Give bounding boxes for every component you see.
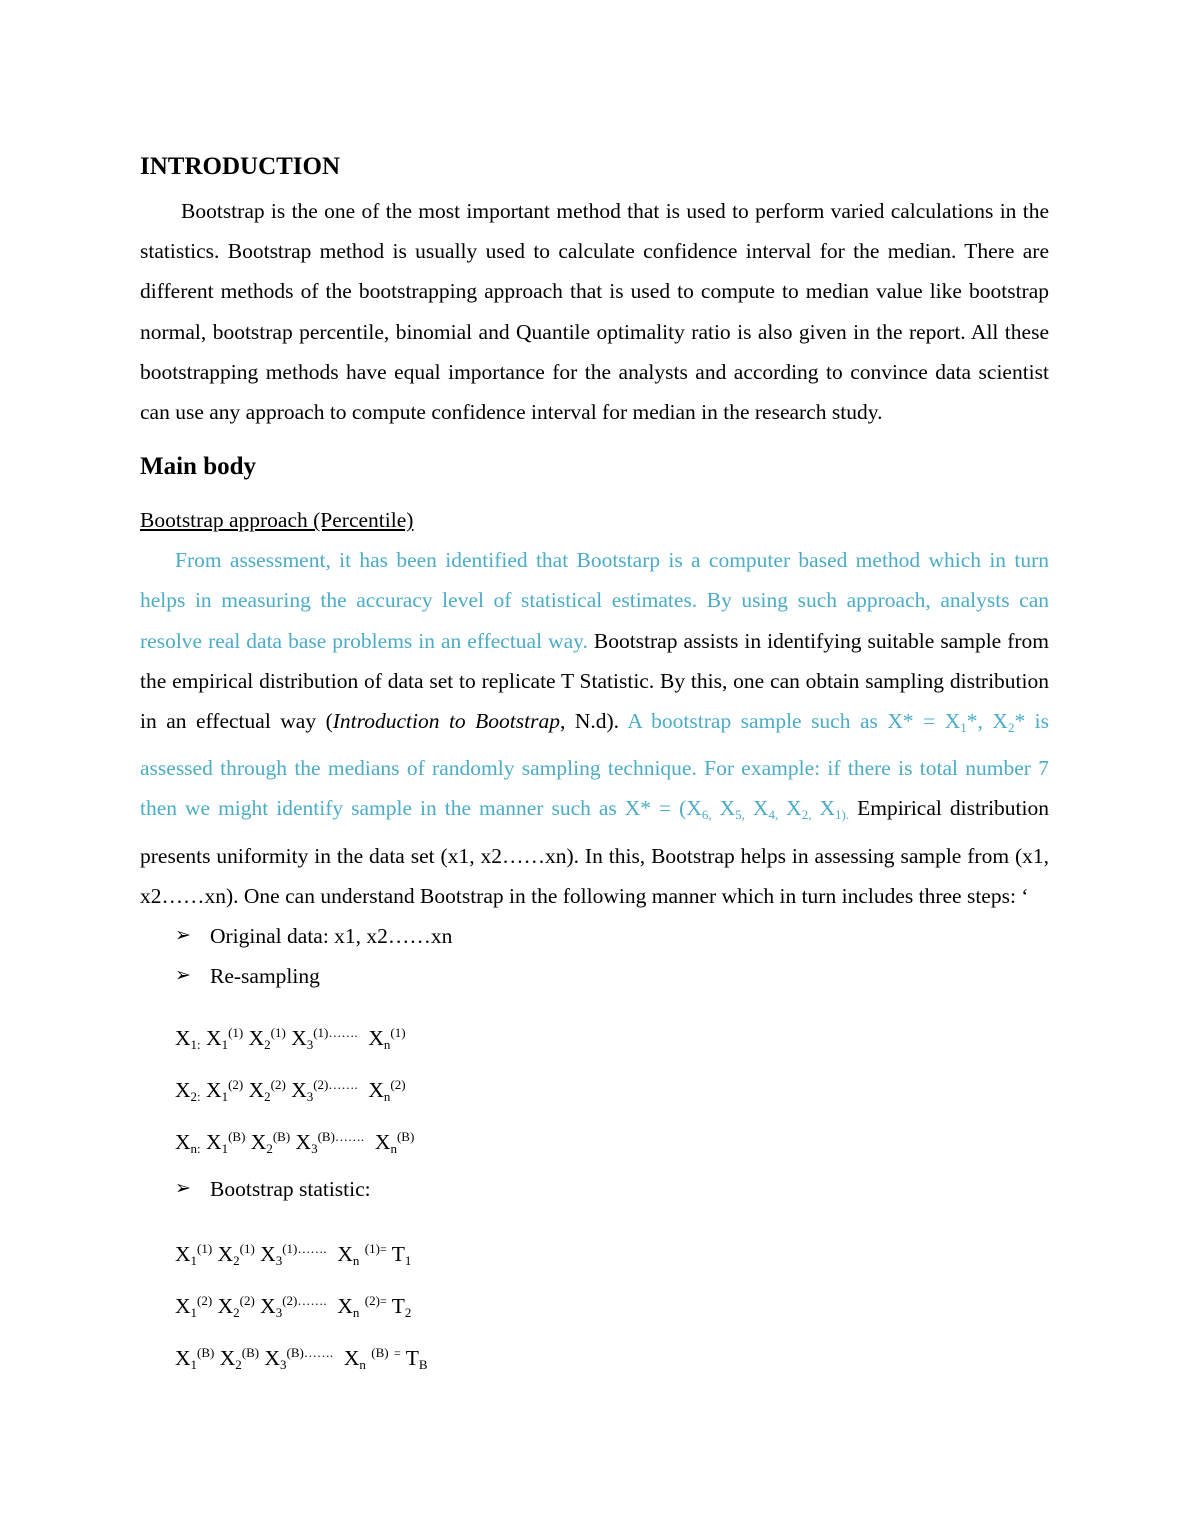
black-text-3: Empirical distribution presents uniformity in the data set (x1, x2……xn). In this, Bootstrap helps in assessing sample from (x1, x2……xn). One can understand Bootstrap in the following manner which in turn includes three steps: ‘ bbox=[140, 796, 1050, 908]
black-text-1: Bootstrap assists in identifying suitable sample from the empirical distribution of data set to replicate T Statistic. By this, one can obtain sampling distribution in an effectual way ( bbox=[140, 628, 1049, 734]
resample-row: $X_{2:}$ $X_1^{(2)}$ $X_2^{(2)}$ $X_3^{(2)\dots\dots.}$ $X_n^{(2)}$ bbox=[175, 1077, 406, 1105]
intro-paragraph: Bootstrap is the one of the most important method that is used to perform varied calculations in the statistics. Bootstrap method is usually used to calculate confidence interval for the median. There are different methods of the bootstrapping approach that is used to compute to median value like bootstrap normal, bootstrap percentile, binomial and Quantile optimality ratio is also given in the report. All these bootstrapping methods have equal importance for the analysts and according to convince data scientist can use any approach to compute confidence interval for median in the research study. bbox=[140, 199, 1049, 425]
statistic-row: $X_1^{(1)}$ $X_2^{(1)}$ $X_3^{(1)\dots\dots.}$ $X_n$ $^{(1)=}$ $T_1$ bbox=[175, 1241, 412, 1269]
steps-list bbox=[140, 916, 1049, 996]
statistic-equations bbox=[140, 1229, 1049, 1385]
resample-row: $X_{1:}$ $X_1^{(1)}$ $X_2^{(1)}$ $X_3^{(1)\dots\dots.}$ $X_n^{(1)}$ bbox=[175, 1025, 406, 1053]
statistic-row: $X_1^{(2)}$ $X_2^{(2)}$ $X_3^{(2)\dots\dots.}$ $X_n$ $^{(2)=}$ $T_2$ bbox=[175, 1293, 412, 1321]
arrow-bullet-icon: ➢ bbox=[175, 1178, 191, 1200]
list-item-resampling: ➢ Re-sampling bbox=[140, 956, 1049, 996]
resampling-equations bbox=[140, 1013, 1049, 1169]
list-item-bootstrap-statistic: ➢ Bootstrap statistic: bbox=[140, 1169, 1049, 1209]
main-body-heading: Main body bbox=[140, 453, 257, 481]
blue-text-2: A bootstrap sample such as $X* = X_1*$, $X_2*$ is assessed through the medians of randomly sampling technique. For example: if there is total number 7 then we might identify sample in the manner such as $X* = (X_{6,}$ $X_{5,}$ $X_{4,}$ $X_{2,}$ $X_{1).}$ bbox=[140, 709, 1050, 823]
steps-list-2 bbox=[140, 1169, 1049, 1209]
black-text-2: , N.d). bbox=[559, 709, 628, 734]
intro-heading: INTRODUCTION bbox=[140, 153, 341, 180]
percentile-subheading: Bootstrap approach (Percentile) bbox=[140, 508, 414, 533]
statistic-row: $X_1^{(B)}$ $X_2^{(B)}$ $X_3^{(B)\dots\dots.}$ $X_n$ $^{(B)}$ = $T_B$ bbox=[175, 1345, 428, 1373]
arrow-bullet-icon: ➢ bbox=[175, 925, 191, 947]
arrow-bullet-icon: ➢ bbox=[175, 965, 191, 987]
citation: Introduction to Bootstrap bbox=[332, 709, 560, 734]
blue-text-1: From assessment, it has been identified that Bootstarp is a computer based method which in turn helps in measuring the accuracy level of statistical estimates. By using such approach, analysts can resolve real data base problems in an effectual way. bbox=[140, 548, 1049, 653]
list-item-original-data: ➢ Original data: x1, x2……xn bbox=[140, 916, 1049, 956]
bootstrap-paragraph bbox=[140, 540, 1049, 916]
document-page bbox=[140, 148, 1049, 1385]
resample-row: $X_{n:}$ $X_1^{(B)}$ $X_2^{(B)}$ $X_3^{(B)\dots\dots.}$ $X_n^{(B)}$ bbox=[175, 1129, 415, 1157]
